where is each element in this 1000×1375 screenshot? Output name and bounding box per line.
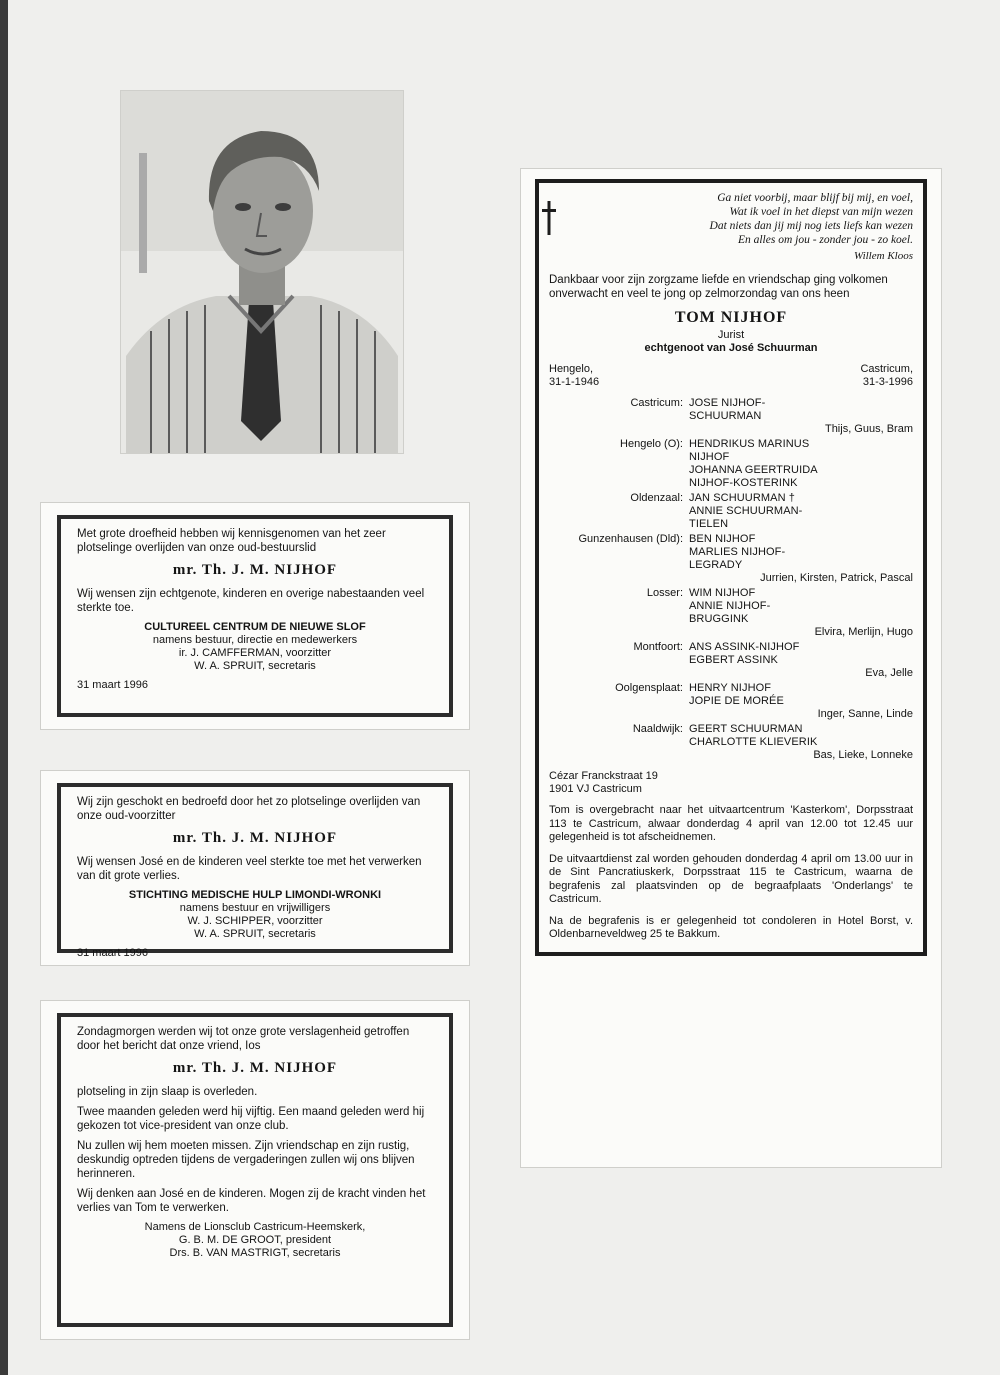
family-row xyxy=(549,438,913,490)
family-names xyxy=(689,682,913,721)
address-line: Cézar Franckstraat 19 xyxy=(549,770,658,782)
notice-signatory-2: W. A. SPRUIT, secretaris xyxy=(194,928,316,940)
poem-author: Willem Kloos xyxy=(854,250,913,262)
notice-wish: Wij wensen José en de kinderen veel sterkte toe met het verwerken van dit grote verlies. xyxy=(77,856,422,882)
family-place: Montfoort: xyxy=(633,641,683,653)
family-row xyxy=(549,587,913,639)
family-list xyxy=(549,397,913,762)
notice-deceased-name: mr. Th. J. M. NIJHOF xyxy=(172,1060,338,1076)
family-member-name: JOSE NIJHOF- xyxy=(689,397,766,409)
family-place: Castricum: xyxy=(630,397,683,409)
notice-frame xyxy=(57,515,453,717)
family-names xyxy=(689,492,913,531)
family-names xyxy=(689,438,913,490)
family-place: Oolgensplaat: xyxy=(615,682,683,694)
scan-edge xyxy=(0,0,8,1375)
family-member-name: JAN SCHUURMAN † xyxy=(689,492,796,504)
notice-wish: Wij wensen zijn echtgenote, kinderen en overige nabestaanden veel sterkte toe. xyxy=(77,588,425,614)
notice-signatory-intro: Namens de Lionsclub Castricum-Heemskerk, xyxy=(144,1221,366,1233)
family-row xyxy=(549,641,913,680)
notice-signatory-2: W. A. SPRUIT, secretaris xyxy=(194,660,316,672)
family-member-name: JOHANNA GEERTRUIDA xyxy=(689,464,818,476)
family-row xyxy=(549,682,913,721)
obituary-spouse-line: echtgenoot van José Schuurman xyxy=(644,342,818,354)
obituary-address xyxy=(549,770,913,796)
obituary-deceased-name: TOM NIJHOF xyxy=(674,309,788,326)
cross-icon xyxy=(542,201,556,235)
family-member-name: ANNIE NIJHOF- xyxy=(689,600,771,612)
family-member-name: HENRY NIJHOF xyxy=(689,682,772,694)
notice-date: 31 maart 1996 xyxy=(77,947,148,959)
family-children: Jurrien, Kirsten, Patrick, Pascal xyxy=(760,572,913,584)
notice-paragraph-1: Twee maanden geleden werd hij vijftig. Een maand geleden werd hij gekozen tot vice-president van onze club. xyxy=(77,1106,425,1132)
condolence-notice-medical-foundation xyxy=(40,770,470,966)
family-member-name: LEGRADY xyxy=(689,559,743,571)
family-member-name: WIM NIJHOF xyxy=(689,587,756,599)
family-member-name: BRUGGINK xyxy=(689,613,749,625)
notice-paragraph-2: Nu zullen wij hem moeten missen. Zijn vriendschap en zijn rustig, deskundig optreden tijdens de vergaderingen zullen wij ons blijven herinneren. xyxy=(77,1140,415,1180)
family-place: Gunzenhausen (Dld): xyxy=(578,533,683,545)
poem-line: Dat niets dan jij mij nog iets liefs kan wezen xyxy=(709,220,913,232)
family-member-name: CHARLOTTE KLIEVERIK xyxy=(689,736,818,748)
notice-date: 31 maart 1996 xyxy=(77,679,148,691)
obituary-profession: Jurist xyxy=(717,329,745,341)
obituary-poem xyxy=(563,191,913,263)
family-member-name: MARLIES NIJHOF- xyxy=(689,546,786,558)
family-row xyxy=(549,533,913,585)
obituary-intro: Dankbaar voor zijn zorgzame liefde en vriendschap ging volkomen onverwacht en veel te jong op zelmorzondag van ons heen xyxy=(549,274,888,300)
notice-organisation-sub: namens bestuur, directie en medewerkers xyxy=(152,634,358,646)
family-member-name: NIJHOF xyxy=(689,451,730,463)
family-place: Losser: xyxy=(646,587,683,599)
notice-after-name: plotseling in zijn slaap is overleden. xyxy=(77,1086,258,1098)
death-date: 31-3-1996 xyxy=(862,376,913,388)
notice-signatory-1: ir. J. CAMFFERMAN, voorzitter xyxy=(178,647,332,659)
notice-intro: Wij zijn geschokt en bedroefd door het zo plotselinge overlijden van onze oud-voorzitter xyxy=(77,796,421,822)
notice-intro: Met grote droefheid hebben wij kennisgenomen van het zeer plotselinge overlijden van onze oud-bestuurslid xyxy=(77,528,386,554)
notice-intro: Zondagmorgen werden wij tot onze grote verslagenheid getroffen door het bericht dat onze vriend, Ios xyxy=(77,1026,410,1052)
family-place: Naaldwijk: xyxy=(632,723,683,735)
notice-organisation: STICHTING MEDISCHE HULP LIMONDI-WRONKI xyxy=(128,889,382,901)
family-names xyxy=(689,397,913,436)
birth-place: Hengelo, xyxy=(549,363,594,375)
family-member-name: HENDRIKUS MARINUS xyxy=(689,438,810,450)
family-row xyxy=(549,397,913,436)
condolence-notice-lionsclub xyxy=(40,1000,470,1340)
family-place: Hengelo (O): xyxy=(620,438,683,450)
notice-frame xyxy=(57,1013,453,1327)
family-place: Oldenzaal: xyxy=(630,492,683,504)
family-children: Inger, Sanne, Linde xyxy=(817,708,913,720)
portrait-image xyxy=(121,91,403,453)
condolence-notice-cultural-centre xyxy=(40,502,470,730)
family-member-name: ANS ASSINK-NIJHOF xyxy=(689,641,800,653)
family-names xyxy=(689,587,913,639)
notice-organisation: CULTUREEL CENTRUM DE NIEUWE SLOF xyxy=(144,621,366,633)
birth-death-places xyxy=(549,363,913,389)
poem-line: En alles om jou - zonder jou - zo koel. xyxy=(737,234,913,246)
family-children: Thijs, Guus, Bram xyxy=(824,423,913,435)
family-member-name: NIJHOF-KOSTERINK xyxy=(689,477,798,489)
notice-signatory-1: W. J. SCHIPPER, voorzitter xyxy=(187,915,323,927)
family-member-name: JOPIE DE MORÉE xyxy=(689,695,784,707)
family-row xyxy=(549,723,913,762)
obituary-frame xyxy=(535,179,927,956)
family-member-name: BEN NIJHOF xyxy=(689,533,756,545)
family-children: Eva, Jelle xyxy=(865,667,913,679)
notice-deceased-name: mr. Th. J. M. NIJHOF xyxy=(172,830,338,846)
family-names xyxy=(689,723,913,762)
portrait-photo xyxy=(120,90,404,454)
notice-frame xyxy=(57,783,453,959)
obituary-paragraph-1: Tom is overgebracht naar het uitvaartcentrum 'Kasterkom', Dorpsstraat 113 te Castricum, alwaar donderdag 4 april van 12.00 tot 12.45 uur gelegenheid is tot afscheidnemen. xyxy=(549,804,913,843)
birth-date: 31-1-1946 xyxy=(549,376,600,388)
family-member-name: EGBERT ASSINK xyxy=(689,654,778,666)
notice-signatory-1: G. B. M. DE GROOT, president xyxy=(178,1234,332,1246)
notice-deceased-name: mr. Th. J. M. NIJHOF xyxy=(172,562,338,578)
family-names xyxy=(689,641,913,680)
notice-signatory-2: Drs. B. VAN MASTRIGT, secretaris xyxy=(169,1247,341,1259)
obituary-paragraph-3: Na de begrafenis is er gelegenheid tot condoleren in Hotel Borst, v. Oldenbarneveldweg 25 te Bakkum. xyxy=(549,914,913,940)
family-children: Bas, Lieke, Lonneke xyxy=(813,749,913,761)
obituary-paragraph-2: De uitvaartdienst zal worden gehouden donderdag 4 april om 13.00 uur in de Sint Pancratiuskerk, Dorpsstraat 115 te Castricum, waarna de begrafenis zal plaatsvinden op de begraafplaats 'Onderlangs' te Castricum. xyxy=(549,852,913,905)
family-row xyxy=(549,492,913,531)
family-names xyxy=(689,533,913,585)
address-line: 1901 VJ Castricum xyxy=(549,783,642,795)
death-place: Castricum, xyxy=(860,363,913,375)
poem-line: Wat ik voel in het diepst van mijn wezen xyxy=(729,206,913,218)
family-children: Elvira, Merlijn, Hugo xyxy=(814,626,913,638)
family-member-name: SCHUURMAN xyxy=(689,410,762,422)
family-obituary xyxy=(520,168,942,1168)
notice-paragraph-3: Wij denken aan José en de kinderen. Mogen zij de kracht vinden het verlies van Tom te verwerken. xyxy=(77,1188,426,1214)
notice-organisation-sub: namens bestuur en vrijwilligers xyxy=(179,902,331,914)
family-member-name: ANNIE SCHUURMAN- xyxy=(689,505,803,517)
poem-line: Ga niet voorbij, maar blijf bij mij, en voel, xyxy=(717,192,913,204)
family-member-name: GEERT SCHUURMAN xyxy=(689,723,803,735)
family-member-name: TIELEN xyxy=(689,518,729,530)
